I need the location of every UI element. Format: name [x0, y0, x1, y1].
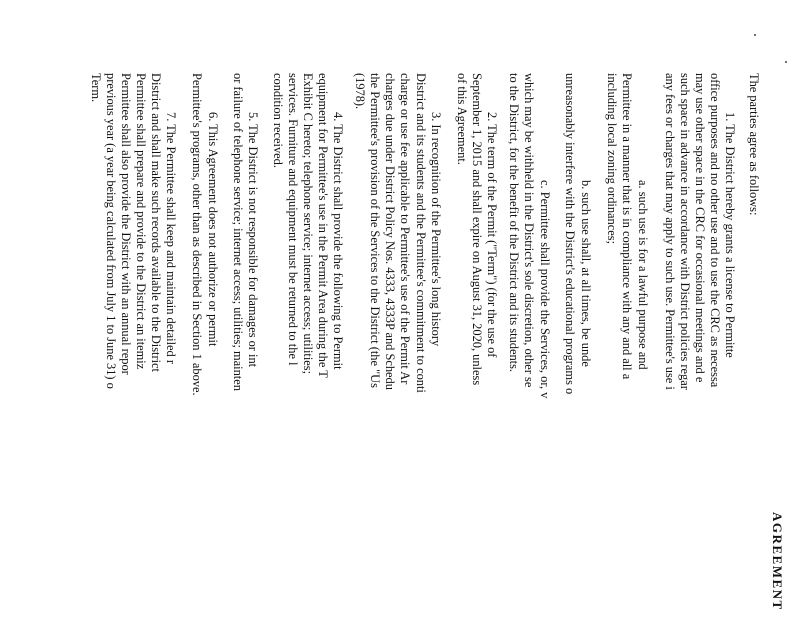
section-6-line: Permittee's programs, other than as described in Section 1 above. [190, 73, 204, 396]
section-1-line: 1. The District hereby grants a license to Permitte [723, 112, 737, 358]
section-1c-line: c. Permittee shall provide the Services, or, v [538, 180, 552, 399]
section-1b-line: unreasonably interfere with the District's educational programs o [563, 73, 577, 395]
section-3-line: charges due under District Policy Nos. 4333, 4333P and Schedu [383, 73, 397, 390]
section-1a-line: a. such use is for a lawful purpose and [636, 180, 650, 370]
section-4-line: services. Furniture and equipment must be returned to the l [286, 73, 300, 366]
section-4-line: equipment for Permittee's use in the Permit Area during the T [316, 73, 330, 378]
section-3-line: the Permittee's provision of the Services to the District (the "Us [368, 73, 382, 388]
section-1-line: may use other space in the CRC for occasional meetings and e [693, 73, 707, 383]
section-5-line: or failure of telephone service; internet access; utilities; mainten [231, 73, 245, 391]
section-4-line: condition received. [271, 73, 285, 168]
section-2-line: 2. The term of the Permit ("Term") (for the use of [485, 112, 499, 358]
section-3-line: charge or use fee applicable to Permittee's use of the Permit Ar [398, 73, 412, 385]
section-7-line: Term. [89, 73, 103, 103]
intro-text: The parties agree as follows: [747, 73, 761, 216]
section-2-line: of this Agreement. [455, 73, 469, 165]
section-1a-line: including local zoning ordinances; [605, 73, 619, 245]
section-1b-line: b. such use shall, at all times, be unde [579, 180, 593, 367]
section-7-line: previous year (a year being calculated from July 1 to June 31) o [104, 73, 118, 389]
section-1c-line: which may be withheld in the District's sole discretion, other se [522, 73, 536, 388]
section-3-line: 3. In recognition of the Permittee's long history [429, 112, 443, 347]
section-7-line: District and shall make such records available to the District [149, 73, 163, 373]
section-1-line: such space in advance in accordance with District policies regar [678, 73, 692, 390]
section-3-line: (1978). [353, 73, 367, 110]
section-4-line: 4. The District shall provide the following to Permit [331, 112, 345, 370]
document-title: AGREEMENT [770, 512, 785, 611]
section-4-line: Exhibit C hereto; telephone service; internet access; utilities; [301, 73, 315, 375]
section-2-line: September 1, 2015 and shall expire on August 31, 2020, unless [470, 73, 484, 386]
section-7-line: Permittee shall prepare and provide to the District an itemiz [134, 73, 148, 370]
section-6-line: 6. This Agreement does not authorize or permit [206, 112, 220, 347]
section-1c-line: to the District, for the benefit of the District and its students. [507, 73, 521, 373]
scan-speck [785, 61, 787, 63]
section-7-line: 7. The Permittee shall keep and maintain detailed r [164, 112, 178, 364]
section-1-line: office purposes and no other use and to use the CRC as necessa [708, 73, 722, 388]
section-1-line: any fees or charges that may apply to such use. Permittee's use i [663, 73, 677, 390]
section-7-line: Permittee shall also provide the District with an annual repor [119, 73, 133, 375]
section-1a-line: Permittee in a manner that is in compliance with any and all a [620, 73, 634, 380]
scan-speck [754, 34, 756, 36]
section-5-line: 5. The District is not responsible for damages or int [246, 112, 260, 368]
section-3-line: District and its students and the Permittee's commitment to conti [414, 73, 428, 393]
